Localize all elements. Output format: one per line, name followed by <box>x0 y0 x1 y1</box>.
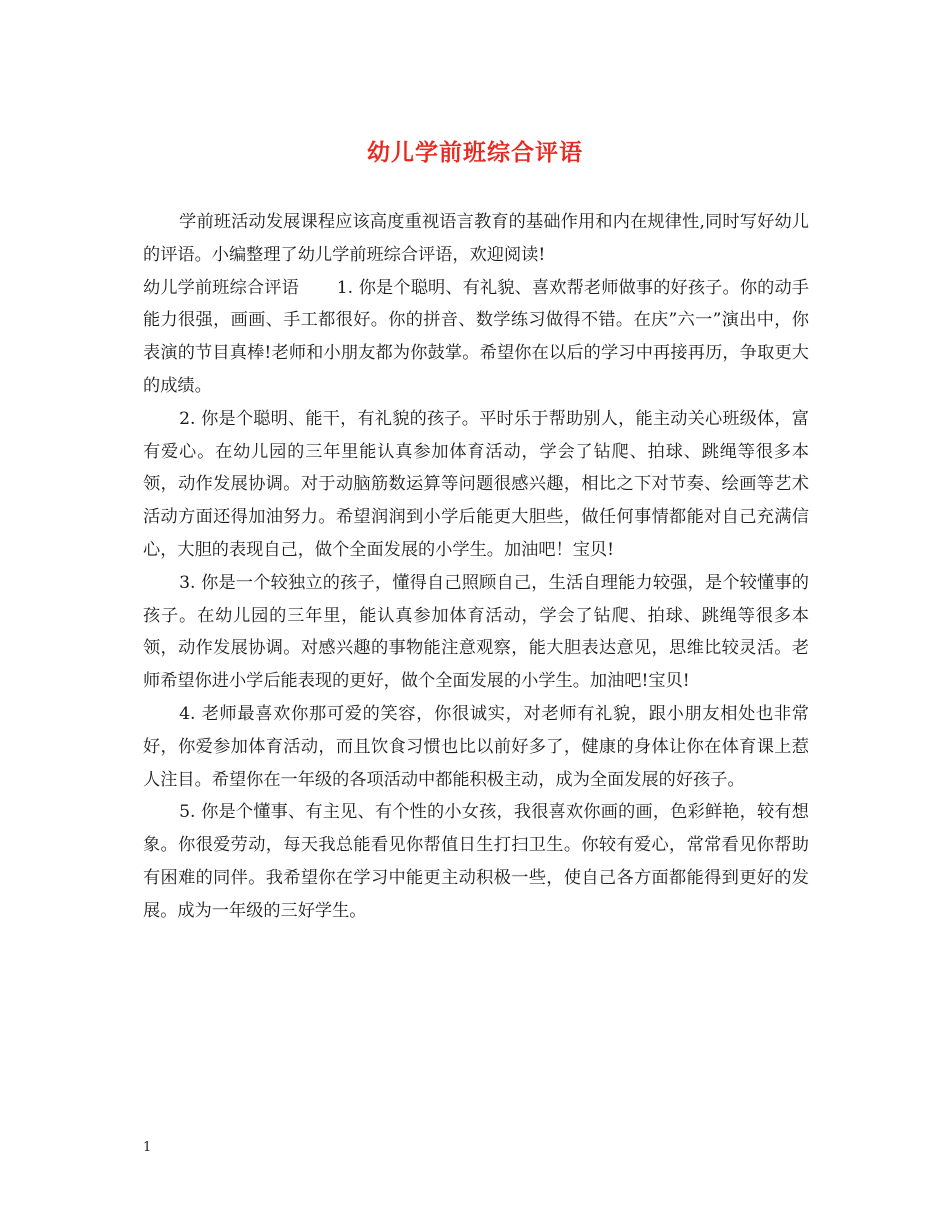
first-item-paragraph <box>143 272 809 403</box>
section-heading: 幼儿学前班综合评语 <box>143 277 299 298</box>
intro-paragraph: 学前班活动发展课程应该高度重视语言教育的基础作用和内在规律性,同时写好幼儿的评语。小编整理了幼儿学前班综合评语，欢迎阅读! <box>143 212 809 265</box>
comment-item-2: 2. 你是个聪明、能干，有礼貌的孩子。平时乐于帮助别人，能主动关心班级体，富有爱心。在幼儿园的三年里能认真参加体育活动，学会了钻爬、拍球、跳绳等很多本领，动作发展协调。对于动脑筋数运算等问题很感兴趣，相比之下对节奏、绘画等艺术活动方面还得加油努力。希望润润到小学后能更大胆些，做任何事情都能对自己充满信心，大胆的表现自己，做个全面发展的小学生。加油吧！宝贝! <box>143 408 809 560</box>
comment-item-3: 3. 你是一个较独立的孩子，懂得自己照顾自己，生活自理能力较强，是个较懂事的孩子。在幼儿园的三年里，能认真参加体育活动，学会了钻爬、拍球、跳绳等很多本领，动作发展协调。对感兴趣的事物能注意观察，能大胆表达意见，思维比较灵活。老师希望你进小学后能表现的更好，做个全面发展的小学生。加油吧!宝贝! <box>143 572 809 692</box>
comment-item-5: 5. 你是个懂事、有主见、有个性的小女孩，我很喜欢你画的画，色彩鲜艳，较有想象。你很爱劳动，每天我总能看见你帮值日生打扫卫生。你较有爱心，常常看见你帮助有困难的同伴。我希望你在学习中能更主动积极一些，使自己各方面都能得到更好的发展。成为一年级的三好学生。 <box>143 802 809 921</box>
document-body <box>143 206 809 928</box>
comment-item-4: 4. 老师最喜欢你那可爱的笑容，你很诚实，对老师有礼貌，跟小朋友相处也非常好，你爱参加体育活动，而且饮食习惯也比以前好多了，健康的身体让你在体育课上惹人注目。希望你在一年级的各项活动中都能积极主动，成为全面发展的好孩子。 <box>143 703 809 790</box>
document-title: 幼儿学前班综合评语 <box>367 139 583 166</box>
page-number: 1 <box>143 1140 152 1155</box>
comment-item-1: 1. 你是个聪明、有礼貌、喜欢帮老师做事的好孩子。你的动手能力很强，画画、手工都很好。你的拼音、数学练习做得不错。在庆”六一”演出中，你表演的节目真棒!老师和小朋友都为你鼓掌。希望你在以后的学习中再接再历，争取更大的成绩。 <box>143 277 809 396</box>
